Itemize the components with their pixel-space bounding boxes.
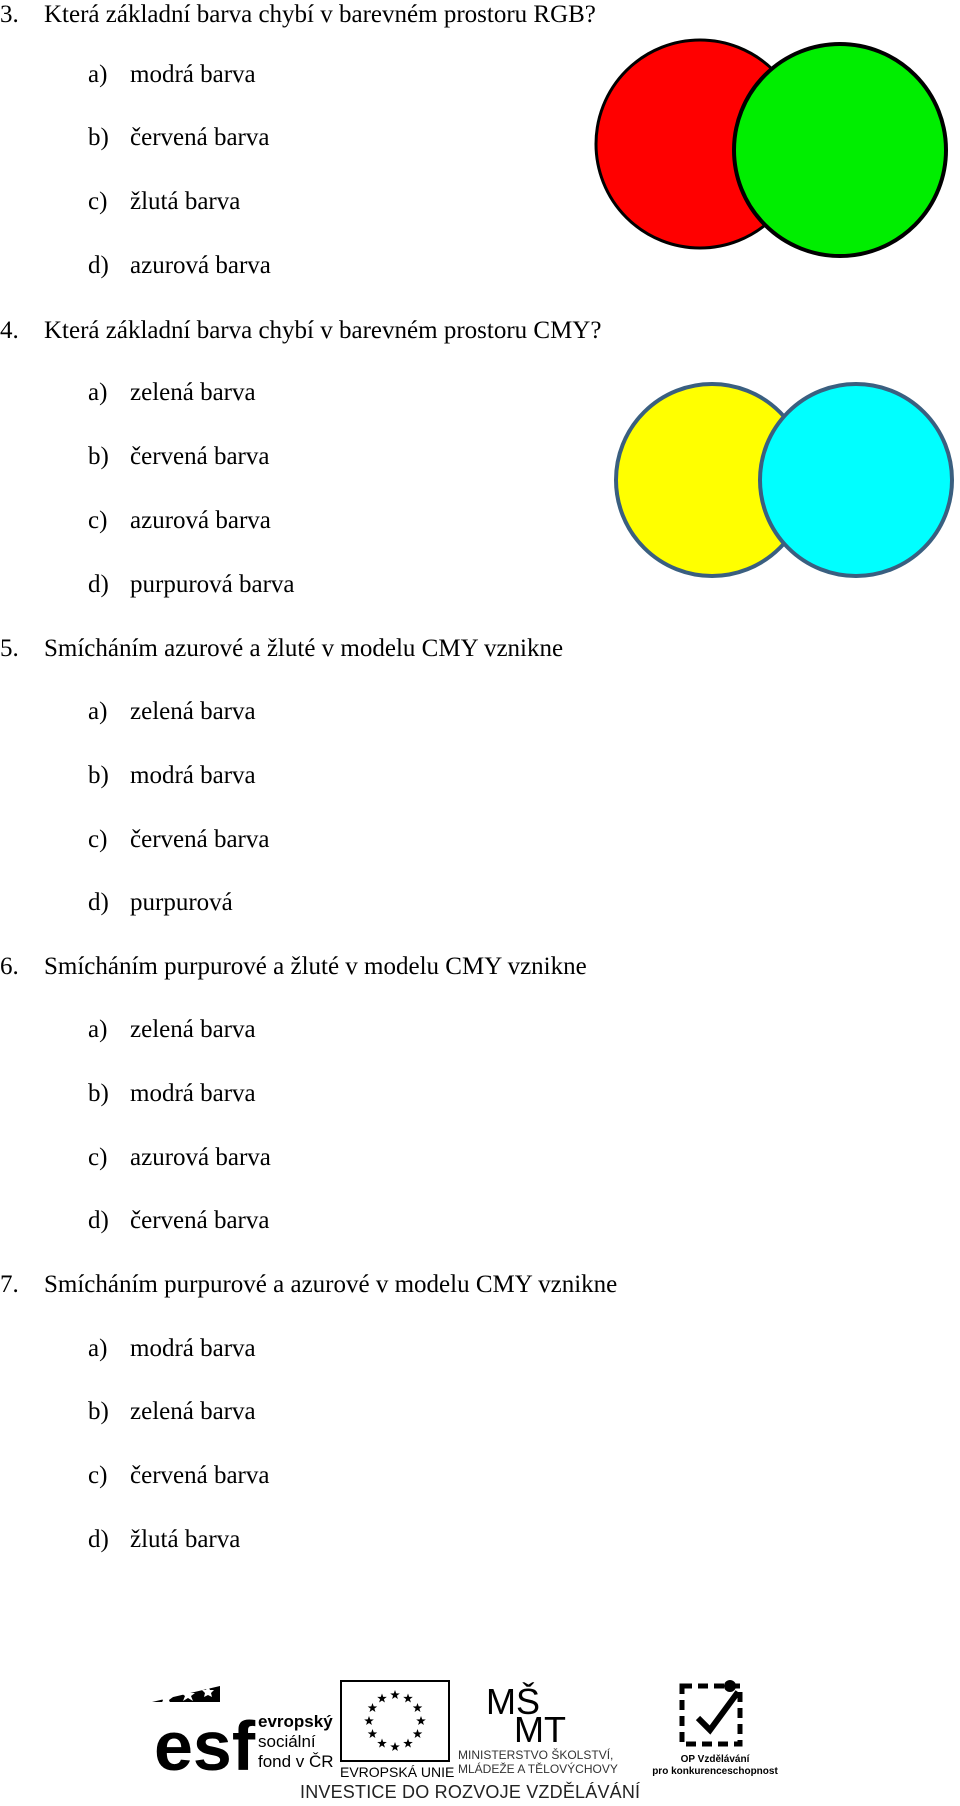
q3-option-c: [88, 187, 240, 217]
footer-logos: [140, 1678, 780, 1806]
cmy-venn-diagram: [612, 380, 956, 580]
option-letter: a): [88, 698, 108, 725]
question-7: [0, 1270, 617, 1300]
q5-option-c: [88, 825, 269, 855]
option-text: modrá barva: [130, 61, 256, 88]
option-text: červená barva: [130, 1462, 270, 1489]
esf-logo-icon: [150, 1682, 260, 1778]
q7-option-a: [88, 1334, 256, 1364]
option-text: azurová barva: [130, 1144, 271, 1171]
question-text: Která základní barva chybí v barevném prostoru RGB?: [44, 1, 596, 28]
option-letter: d): [88, 889, 109, 916]
op-text: [650, 1754, 780, 1778]
svg-text:MŠ: MŠ: [486, 1681, 540, 1722]
question-5: [0, 634, 563, 664]
option-text: červená barva: [130, 826, 270, 853]
option-letter: c): [88, 507, 108, 534]
q5-option-b: [88, 761, 256, 791]
question-4: [0, 316, 601, 346]
q7-option-d: [88, 1525, 240, 1555]
option-letter: a): [88, 61, 108, 88]
option-text: zelená barva: [130, 1398, 256, 1425]
msmt-line1: MINISTERSTVO ŠKOLSTVÍ,: [458, 1748, 614, 1762]
option-text: purpurová barva: [130, 571, 295, 598]
option-text: azurová barva: [130, 507, 271, 534]
q5-option-a: [88, 697, 256, 727]
eu-label: EVROPSKÁ UNIE: [340, 1764, 455, 1780]
option-letter: d): [88, 571, 109, 598]
option-letter: c): [88, 1144, 108, 1171]
option-text: zelená barva: [130, 1016, 256, 1043]
option-letter: b): [88, 443, 109, 470]
question-6: [0, 952, 587, 982]
q3-option-b: [88, 123, 269, 153]
option-text: modrá barva: [130, 1335, 256, 1362]
question-text: Která základní barva chybí v barevném prostoru CMY?: [44, 317, 602, 344]
q7-option-c: [88, 1461, 269, 1491]
option-text: červená barva: [130, 124, 270, 151]
rgb-venn-diagram: [594, 36, 956, 266]
q3-option-a: [88, 60, 256, 90]
investice-slogan: INVESTICE DO ROZVOJE VZDĚLÁVÁNÍ: [300, 1782, 641, 1802]
q6-option-a: [88, 1015, 256, 1045]
q5-option-d: [88, 888, 233, 918]
option-letter: b): [88, 1080, 109, 1107]
q4-option-c: [88, 506, 271, 536]
question-number: 3.: [0, 1, 19, 28]
esf-text-line3: fond v ČR: [258, 1752, 334, 1771]
option-text: modrá barva: [130, 1080, 256, 1107]
option-text: zelená barva: [130, 379, 256, 406]
option-text: modrá barva: [130, 762, 256, 789]
option-letter: d): [88, 252, 109, 279]
op-logo-icon: [678, 1678, 752, 1750]
msmt-text: [458, 1748, 618, 1776]
option-text: purpurová: [130, 889, 233, 916]
svg-text:esf: esf: [154, 1707, 256, 1778]
q6-option-d: [88, 1206, 269, 1236]
option-text: azurová barva: [130, 252, 271, 279]
option-text: červená barva: [130, 1207, 270, 1234]
option-letter: b): [88, 124, 109, 151]
msmt-line2: MLÁDEŽE A TĚLOVÝCHOVY: [458, 1762, 618, 1776]
question-text: Smícháním purpurové a azurové v modelu CMY vznikne: [44, 1271, 618, 1298]
option-letter: c): [88, 188, 108, 215]
q6-option-b: [88, 1079, 256, 1109]
option-text: žlutá barva: [130, 188, 241, 215]
q7-option-b: [88, 1397, 256, 1427]
q6-option-c: [88, 1143, 271, 1173]
option-text: žlutá barva: [130, 1526, 241, 1553]
rgb-green-circle: [734, 44, 946, 256]
svg-text:MT: MT: [514, 1709, 566, 1744]
option-letter: c): [88, 1462, 108, 1489]
esf-text-line1: evropský: [258, 1712, 333, 1731]
question-number: 5.: [0, 635, 19, 662]
question-number: 6.: [0, 953, 19, 980]
option-letter: d): [88, 1207, 109, 1234]
question-number: 7.: [0, 1271, 19, 1298]
msmt-logo-icon: [484, 1678, 584, 1744]
cmy-cyan-circle: [760, 384, 952, 576]
option-letter: a): [88, 379, 108, 406]
eu-flag-icon: [340, 1680, 450, 1762]
esf-text-line2: sociální: [258, 1732, 316, 1751]
question-3: [0, 0, 596, 30]
option-letter: b): [88, 1398, 109, 1425]
q4-option-b: [88, 442, 269, 472]
question-number: 4.: [0, 317, 19, 344]
option-letter: c): [88, 826, 108, 853]
question-text: Smícháním purpurové a žluté v modelu CMY vznikne: [44, 953, 587, 980]
op-line1: OP Vzdělávání: [680, 1754, 750, 1765]
option-letter: a): [88, 1016, 108, 1043]
option-text: červená barva: [130, 443, 270, 470]
option-letter: a): [88, 1335, 108, 1362]
option-letter: b): [88, 762, 109, 789]
q4-option-d: [88, 570, 295, 600]
op-line2: pro konkurenceschopnost: [652, 1766, 778, 1777]
q4-option-a: [88, 378, 256, 408]
question-text: Smícháním azurové a žluté v modelu CMY vznikne: [44, 635, 564, 662]
q3-option-d: [88, 251, 271, 281]
option-letter: d): [88, 1526, 109, 1553]
option-text: zelená barva: [130, 698, 256, 725]
